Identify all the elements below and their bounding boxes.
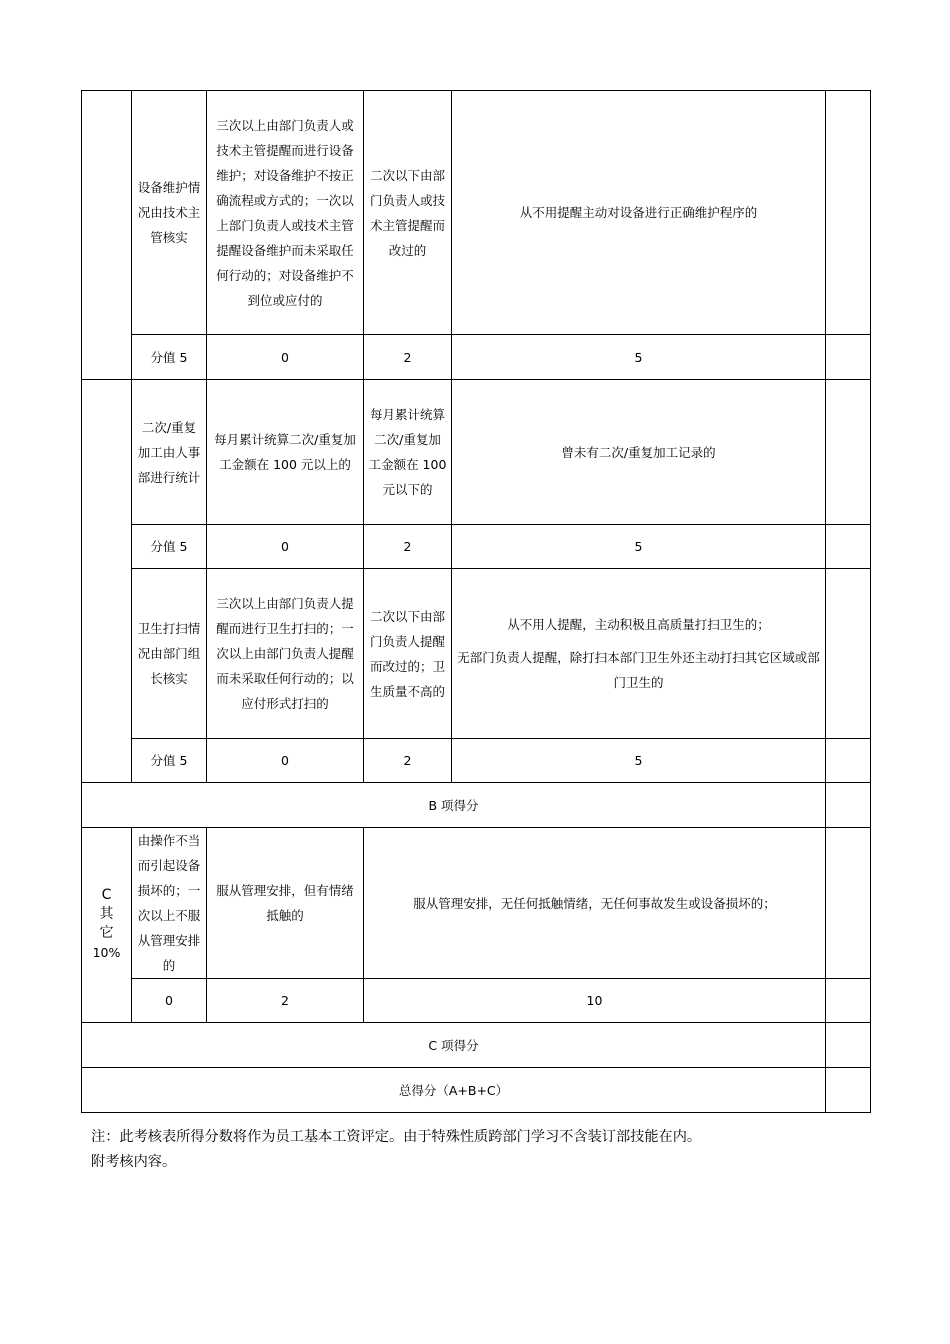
hygiene-level2-cell: 二次以下由部门负责人提醒而改过的；卫生质量不高的 [364,569,452,739]
rework-item-cell: 二次/重复加工由人事部进行统计 [132,380,207,525]
equipment-level0-cell: 三次以上由部门负责人或技术主管提醒而进行设备维护；对设备维护不按正确流程或方式的；一次以上部门负责人或技术主管提醒设备维护而未采取任何行动的；对设备维护不到位或应付的 [207,91,364,335]
c-score-0: 0 [132,979,207,1023]
c-category-char1: 其 [99,905,114,922]
c-level10-cell: 服从管理安排，无任何抵触情绪，无任何事故发生或设备损坏的； [364,828,826,979]
c-category-cell [82,828,132,1023]
rework-score-2: 2 [364,525,452,569]
equipment-level5-cell: 从不用提醒主动对设备进行正确维护程序的 [452,91,826,335]
category-cell-upper [82,91,132,380]
c-category-percent: 10% [92,944,121,960]
hygiene-score-0: 0 [207,739,364,783]
rework-score-input-cell[interactable] [826,380,871,525]
grand-total-row [82,1068,871,1113]
rework-score-label: 分值 5 [132,525,207,569]
hygiene-level5-line1: 从不用人提醒，主动积极且高质量打扫卫生的； [507,617,770,632]
category-cell-lower [82,380,132,783]
equipment-score-input-cell[interactable] [826,91,871,335]
rework-score-5: 5 [452,525,826,569]
c-score-input-cell[interactable] [826,828,871,979]
c-total-label: C 项得分 [82,1023,826,1068]
hygiene-score-5: 5 [452,739,826,783]
c-score-2: 2 [207,979,364,1023]
hygiene-level5-cell [452,569,826,739]
c-score-10: 10 [364,979,826,1023]
equipment-score-row [82,335,871,380]
c-total-row [82,1023,871,1068]
footnote-line1: 注：此考核表所得分数将作为员工基本工资评定。由于特殊性质跨部门学习不含装订部技能在内。 [91,1129,702,1145]
c-level2-cell: 服从管理安排，但有情绪抵触的 [207,828,364,979]
rework-score-row [82,525,871,569]
b-total-label: B 项得分 [82,783,826,828]
c-score-row [82,979,871,1023]
b-total-row [82,783,871,828]
c-category-char2: 它 [99,924,114,941]
hygiene-level5-line2: 无部门负责人提醒，除打扫本部门卫生外还主动打扫其它区域或部门卫生的 [457,650,820,690]
hygiene-score-blank[interactable] [826,739,871,783]
equipment-score-0: 0 [207,335,364,380]
hygiene-level0-cell: 三次以上由部门负责人提醒而进行卫生打扫的；一次以上由部门负责人提醒而未采取任何行动的；以应付形式打扫的 [207,569,364,739]
rework-level2-cell: 每月累计统算二次/重复加工金额在 100 元以下的 [364,380,452,525]
hygiene-score-input-cell[interactable] [826,569,871,739]
equipment-level2-cell: 二次以下由部门负责人或技术主管提醒而改过的 [364,91,452,335]
hygiene-row [82,569,871,739]
rework-score-blank[interactable] [826,525,871,569]
hygiene-score-row [82,739,871,783]
hygiene-score-2: 2 [364,739,452,783]
equipment-score-2: 2 [364,335,452,380]
c-item-cell: 由操作不当而引起设备损坏的；一次以上不服从管理安排的 [132,828,207,979]
grand-total-label: 总得分（A+B+C） [82,1068,826,1113]
c-total-value[interactable] [826,1023,871,1068]
hygiene-score-label: 分值 5 [132,739,207,783]
b-total-value[interactable] [826,783,871,828]
equipment-score-5: 5 [452,335,826,380]
equipment-score-blank[interactable] [826,335,871,380]
equipment-score-label: 分值 5 [132,335,207,380]
equipment-item-cell: 设备维护情况由技术主管核实 [132,91,207,335]
grand-total-value[interactable] [826,1068,871,1113]
assessment-table [81,90,871,1113]
rework-level5-cell: 曾未有二次/重复加工记录的 [452,380,826,525]
footnote [91,1125,881,1175]
equipment-row [82,91,871,335]
rework-level0-cell: 每月累计统算二次/重复加工金额在 100 元以上的 [207,380,364,525]
footnote-line2: 附考核内容。 [91,1154,177,1170]
c-score-blank[interactable] [826,979,871,1023]
rework-row [82,380,871,525]
hygiene-item-cell: 卫生打扫情况由部门组长核实 [132,569,207,739]
rework-score-0: 0 [207,525,364,569]
c-category-letter: C [101,886,112,903]
c-row [82,828,871,979]
